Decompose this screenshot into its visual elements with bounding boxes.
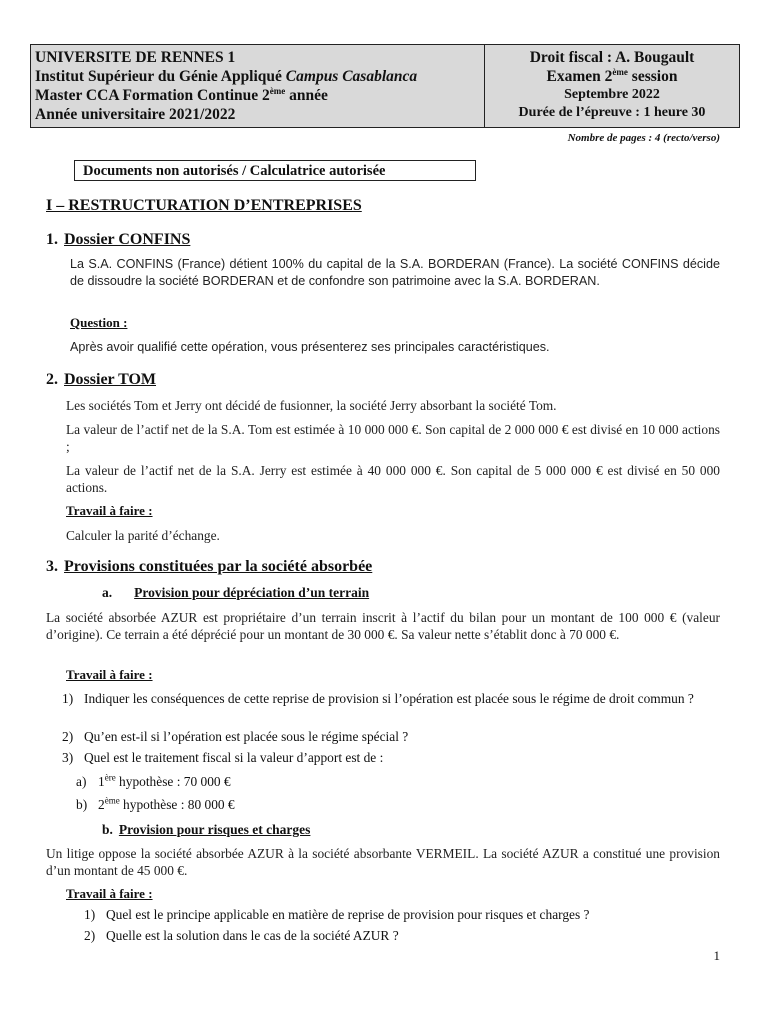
exam-session: Examen 2ème session [546,66,678,85]
academic-year: Année universitaire 2021/2022 [35,106,236,123]
dossier-tom-p1: Les sociétés Tom et Jerry ont décidé de fusionner, la société Jerry absorbant la société Tom. [66,398,557,413]
list-item: 1) Indiquer les conséquences de cette reprise de provision si l’opération est placée sous le régime de droit commun ? [62,691,694,706]
task-label: Travail à faire : [66,503,153,518]
course-title: Droit fiscal : A. Bougault [529,49,695,66]
list-item: a) 1ère hypothèse : 70 000 € [76,772,231,789]
subsection-a-heading: a. Provision pour dépréciation d’un terrain [102,585,370,600]
institute-line: Institut Supérieur du Génie Appliqué Campus Casablanca [35,68,418,85]
list-item: b) 2ème hypothèse : 80 000 € [76,795,235,812]
documents-notice: Documents non autorisés / Calculatrice autorisée [74,160,476,181]
exam-duration: Durée de l’épreuve : 1 heure 30 [518,105,706,120]
section-title: I – RESTRUCTURATION D’ENTREPRISES [46,197,362,214]
header-institution [31,45,485,127]
exam-header [30,44,740,128]
page-number: 1 [713,948,720,963]
exam-date: Septembre 2022 [564,87,660,102]
dossier-confins-heading: 1. Dossier CONFINS [46,231,191,248]
list-item: 1) Quel est le principe applicable en matière de reprise de provision pour risques et charges ? [84,907,590,922]
header-exam-info [485,45,739,127]
task-label-a: Travail à faire : [66,667,153,682]
list-item: 2) Quelle est la solution dans le cas de la société AZUR ? [84,928,399,943]
dossier-tom-p2: La valeur de l’actif net de la S.A. Tom est estimée à 10 000 000 €. Son capital de 2 000 000 € est divisé en 10 000 actions ; [66,422,720,454]
dossier-tom-heading: 2. Dossier TOM [46,371,157,388]
list-item: 3) Quel est le traitement fiscal si la valeur d’apport est de : [62,750,384,765]
list-item: 2) Qu’en est-il si l’opération est placée sous le régime spécial ? [62,729,409,744]
dossier-confins-text: La S.A. CONFINS (France) détient 100% du capital de la S.A. BORDERAN (France). La société CONFINS décide de dissoudre la société BORDERAN et de confondre son patrimoine avec la S.A. BORDERAN. [70,257,720,288]
campus-name: Campus Casablanca [285,68,418,85]
dossier-confins-question: Après avoir qualifié cette opération, vous présenterez ses principales caractéristiques. [70,340,550,354]
question-label: Question : [70,315,128,330]
university-name: UNIVERSITE DE RENNES 1 [35,49,236,66]
program-line: Master CCA Formation Continue 2ème année [35,85,328,104]
page-count-note: Nombre de pages : 4 (recto/verso) [567,132,720,144]
subsection-a-text: La société absorbée AZUR est propriétaire d’un terrain inscrit à l’actif du bilan pour un montant de 100 000 € (valeur d’origine). Ce terrain a été déprécié pour un montant de 30 000 €. Sa valeur nette s’établit donc à 70 000 €. [46,610,720,642]
dossier-provisions-heading: 3. Provisions constituées par la société absorbée [46,558,373,575]
subsection-b-heading: b. Provision pour risques et charges [102,822,311,837]
dossier-tom-task: Calculer la parité d’échange. [66,528,220,543]
subsection-b-text: Un litige oppose la société absorbée AZUR à la société absorbante VERMEIL. La société AZUR a constitué une provision d’un montant de 45 000 €. [46,846,720,878]
task-label-b: Travail à faire : [66,886,153,901]
dossier-tom-p3: La valeur de l’actif net de la S.A. Jerry est estimée à 40 000 000 €. Son capital de 5 000 000 € est divisé en 50 000 actions. [66,463,720,495]
